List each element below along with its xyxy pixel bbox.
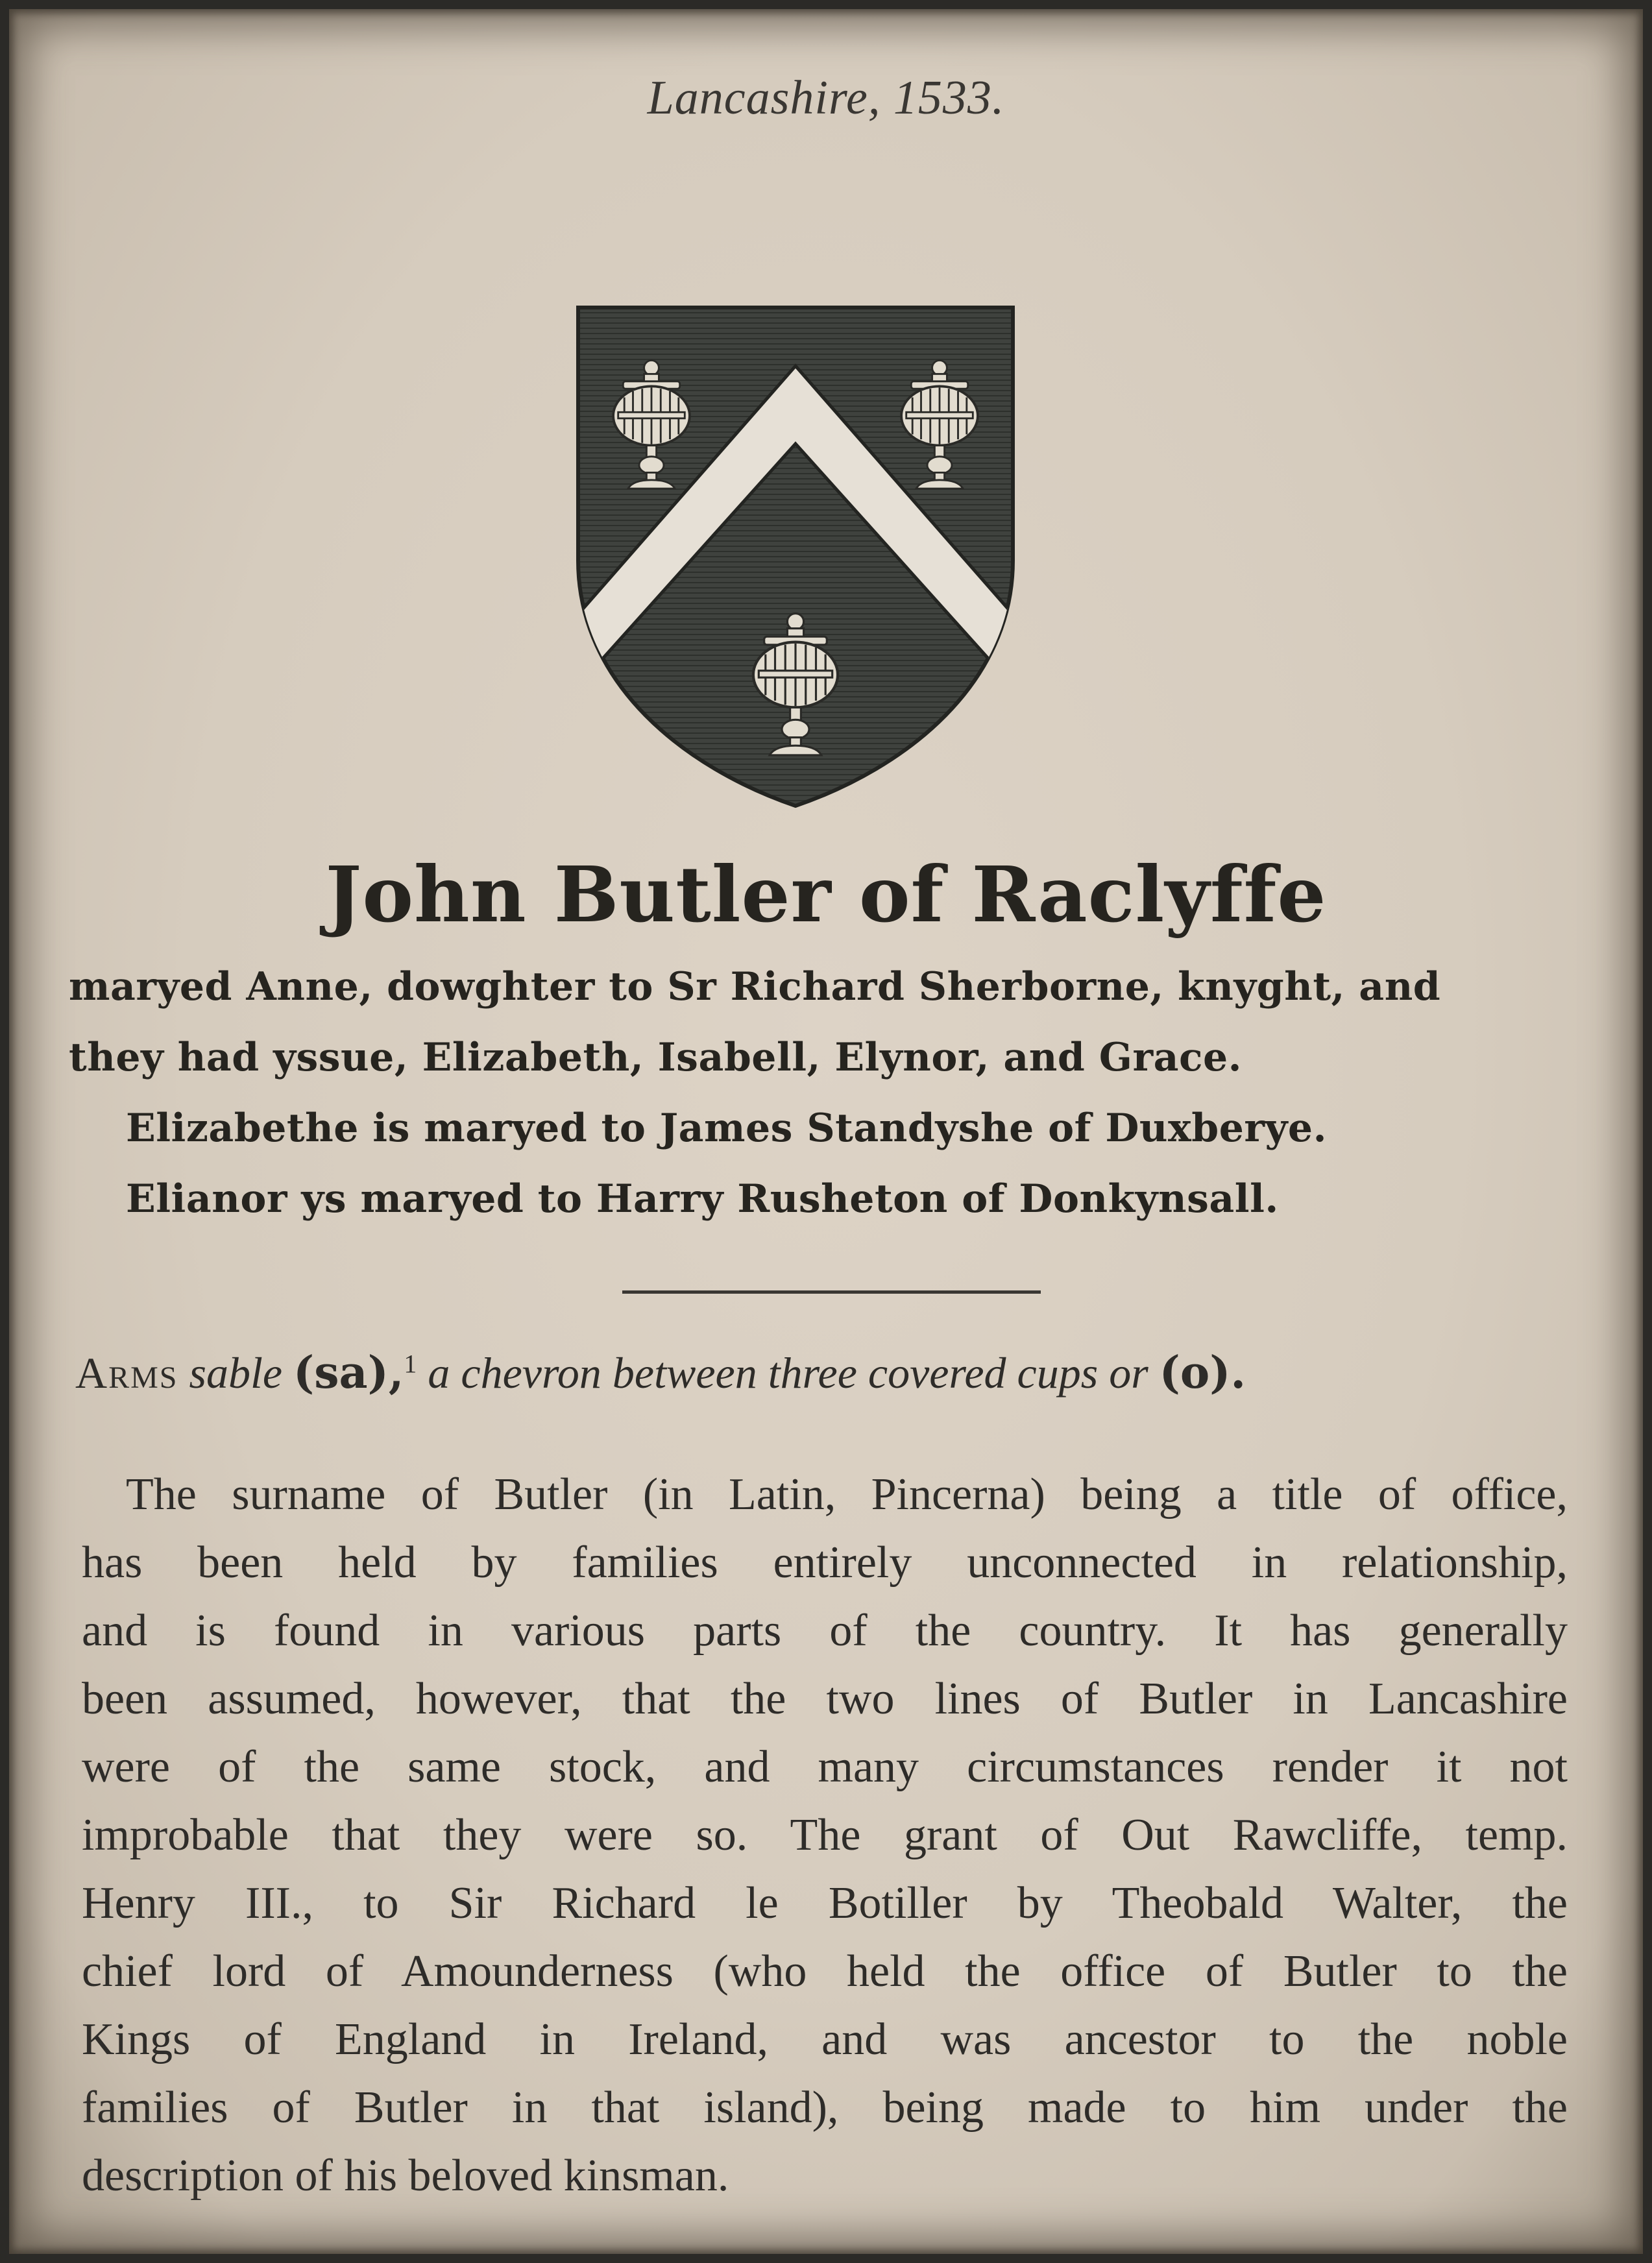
entry-title: John Butler of Raclyffe xyxy=(325,849,1327,939)
entry-line-2: they had yssue, Elizabeth, Isabell, Elynor, and Grace. xyxy=(69,1035,1243,1080)
arms-label: Arms xyxy=(75,1348,178,1398)
body-line: chief lord of Amounderness (who held the office of Butler to the xyxy=(82,1946,1568,1996)
body-line: has been held by families entirely unconnected in relationship, xyxy=(82,1538,1568,1588)
entry-line-1: maryed Anne, dowghter to Sr Richard Sherborne, knyght, and xyxy=(69,964,1441,1010)
book-page xyxy=(9,9,1643,2254)
coat-of-arms-shield-icon xyxy=(568,301,1023,814)
footnote-marker: 1 xyxy=(404,1349,417,1379)
body-line: improbable that they were so. The grant of Out Rawcliffe, temp. xyxy=(82,1810,1568,1860)
body-line: Kings of England in Ireland, and was ancestor to the noble xyxy=(82,2015,1568,2064)
body-line: families of Butler in that island), being made to him under the xyxy=(82,2083,1568,2133)
body-line: description of his beloved kinsman. xyxy=(82,2151,729,2201)
tincture-sable: sable xyxy=(189,1348,283,1398)
abbr-or: (o). xyxy=(1159,1347,1246,1399)
arms-blazon xyxy=(75,1347,1246,1399)
section-divider xyxy=(622,1290,1041,1294)
body-line: were of the same stock, and many circumstances render it not xyxy=(82,1742,1568,1792)
body-line: Henry III., to Sir Richard le Botiller by Theobald Walter, the xyxy=(82,1878,1568,1928)
running-head: Lancashire, 1533. xyxy=(647,71,1005,125)
body-line: The surname of Butler (in Latin, Pincerna) being a title of office, xyxy=(126,1470,1568,1519)
body-line: and is found in various parts of the country. It has generally xyxy=(82,1606,1568,1656)
body-line: been assumed, however, that the two lines of Butler in Lancashire xyxy=(82,1674,1568,1724)
entry-line-3: Elizabethe is maryed to James Standyshe of Duxberye. xyxy=(126,1106,1327,1151)
blazon-text: a chevron between three covered cups or xyxy=(428,1348,1148,1398)
abbr-sable: (sa), xyxy=(293,1347,404,1399)
entry-line-4: Elianor ys maryed to Harry Rusheton of Donkynsall. xyxy=(126,1176,1279,1222)
